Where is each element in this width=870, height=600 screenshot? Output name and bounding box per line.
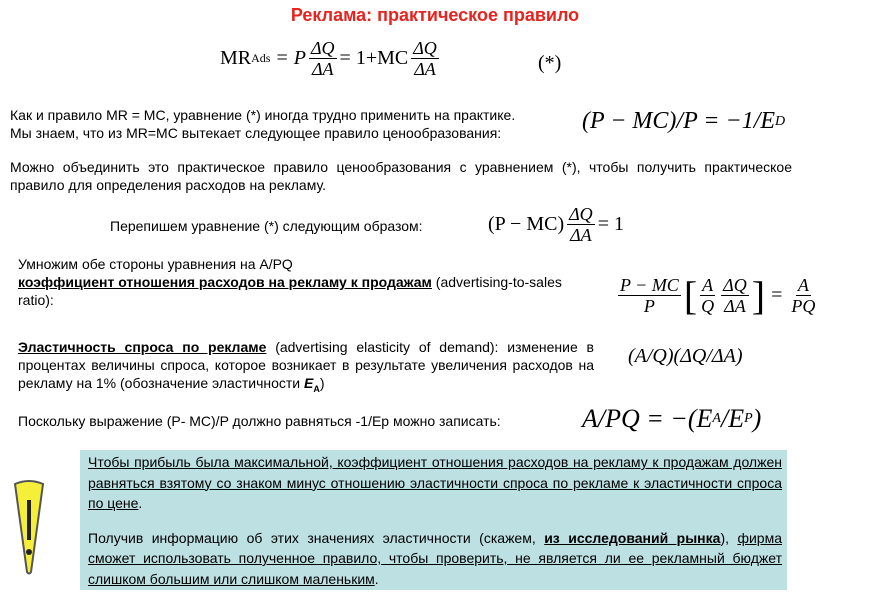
para-multiply: [18, 255, 598, 309]
term-advertising-ratio: коэффициент отношения расходов на рекламу к продажам: [18, 274, 432, 290]
formula-lhs-sub: Ads: [251, 51, 271, 65]
numerator: P − MC: [620, 275, 679, 295]
formula-fraction: [721, 275, 749, 316]
page-title: Реклама: практическое правило: [290, 5, 580, 25]
formula-text: (P − MC)/P = −1/E: [582, 108, 776, 134]
rewrite-label: Перепишем уравнение (*) следующим образом:: [110, 218, 423, 234]
formula-mr-ads: [220, 38, 442, 79]
denominator: Q: [701, 296, 715, 316]
symbol-sub: A: [313, 383, 320, 394]
formula-eq: =: [276, 47, 288, 69]
formula-p: P: [293, 47, 306, 69]
para-line: Умножим обе стороны уравнения на A/PQ: [18, 256, 293, 272]
formula-text: (P − MC): [488, 213, 565, 235]
numerator: A: [797, 275, 809, 295]
formula-pricing: [582, 108, 785, 135]
para-since: Поскольку выражение (P- MC)/P должно равняться -1/Ep можно записать:: [18, 413, 501, 429]
formula-eq: =: [771, 284, 783, 306]
callout-market-research: из исследований рынка: [544, 529, 721, 546]
callout-text: .: [374, 570, 379, 587]
formula-text: ): [752, 404, 762, 433]
formula-fraction: [411, 38, 439, 79]
callout-text: Получив информацию об этих значениях эластичности (скажем,: [88, 529, 545, 546]
callout-text: фирма сможет использовать полученное правило, чтобы проверить, не является ли ее рекламный бюджет слишком большим или слишком маленьким: [88, 529, 782, 587]
formula-ratio: $\frac{P - MC}{P}$ [ $\frac{A}{Q}$ $\frac{\Delta Q}{\Delta A}$ ] = $\frac{A}{PQ}$: [620, 273, 816, 318]
formula-fraction: [700, 275, 715, 316]
formula-fraction: [309, 38, 337, 79]
para-mr-mc: [10, 106, 515, 142]
term-advertising-elasticity: Эластичность спроса по рекламе: [18, 339, 267, 355]
term-rest: (advertising-to-sales ratio):: [18, 274, 562, 308]
numerator: ΔQ: [413, 38, 437, 58]
formula-text: = 1: [597, 213, 624, 235]
numerator: ΔQ: [310, 38, 335, 58]
callout-box: [80, 450, 787, 590]
callout-text: .: [138, 495, 143, 511]
term-rest: (advertising elasticity of demand): изменение в процентах величины спроса, которое возникает в результате увеличения расходов на рекламу на 1% (обозначение эластичности: [18, 339, 594, 391]
para-line: Мы знаем, что из MR=MC вытекает следующее правило ценообразования:: [10, 125, 502, 141]
denominator: ΔA: [414, 59, 436, 79]
formula-lhs: MR: [220, 47, 252, 69]
formula-text: A/PQ = −(E: [582, 404, 713, 433]
formula-sub: D: [775, 113, 786, 129]
para-line: Как и правило MR = MC, уравнение (*) иногда трудно применить на практике.: [10, 107, 516, 123]
formula-fraction: [567, 204, 595, 245]
callout-para-1: [88, 452, 782, 514]
formula-fraction: [618, 275, 681, 316]
denominator: ΔA: [724, 296, 746, 316]
symbol-ea: E: [304, 375, 314, 391]
formula-text: /E: [720, 404, 745, 433]
numerator: ΔQ: [569, 204, 593, 224]
callout-text: ),: [720, 529, 738, 546]
numerator: ΔQ: [723, 275, 747, 295]
para-elasticity: [18, 338, 594, 398]
para-combine: Можно объединить это практическое правило ценообразования с уравнением (*), чтобы получить практическое правило для определения расходов на рекламу.: [10, 159, 792, 193]
exclamation-warning-icon: [12, 478, 46, 581]
formula-tag: (*): [538, 52, 562, 74]
formula-fraction: [791, 275, 815, 316]
term-close: ): [319, 375, 325, 391]
formula-sub: A: [712, 411, 721, 426]
numerator: A: [702, 275, 714, 295]
formula-sub: P: [744, 411, 753, 426]
formula-rewrite: [488, 204, 624, 245]
denominator: PQ: [791, 296, 816, 316]
callout-para-2: [88, 528, 782, 590]
callout-text: Чтобы прибыль была максимальной, коэффициент отношения расходов на рекламу к продажам должен равняться взятому со знаком минус отношению эластичности спроса по рекламе к эластичности спроса по цене: [88, 454, 782, 511]
formula-final: [582, 404, 761, 434]
formula-elasticity: (A/Q)(ΔQ/ΔA): [628, 345, 743, 367]
denominator: ΔA: [311, 59, 334, 79]
formula-mid: = 1+MC: [339, 47, 409, 69]
denominator: ΔA: [570, 225, 592, 245]
denominator: P: [643, 296, 655, 316]
